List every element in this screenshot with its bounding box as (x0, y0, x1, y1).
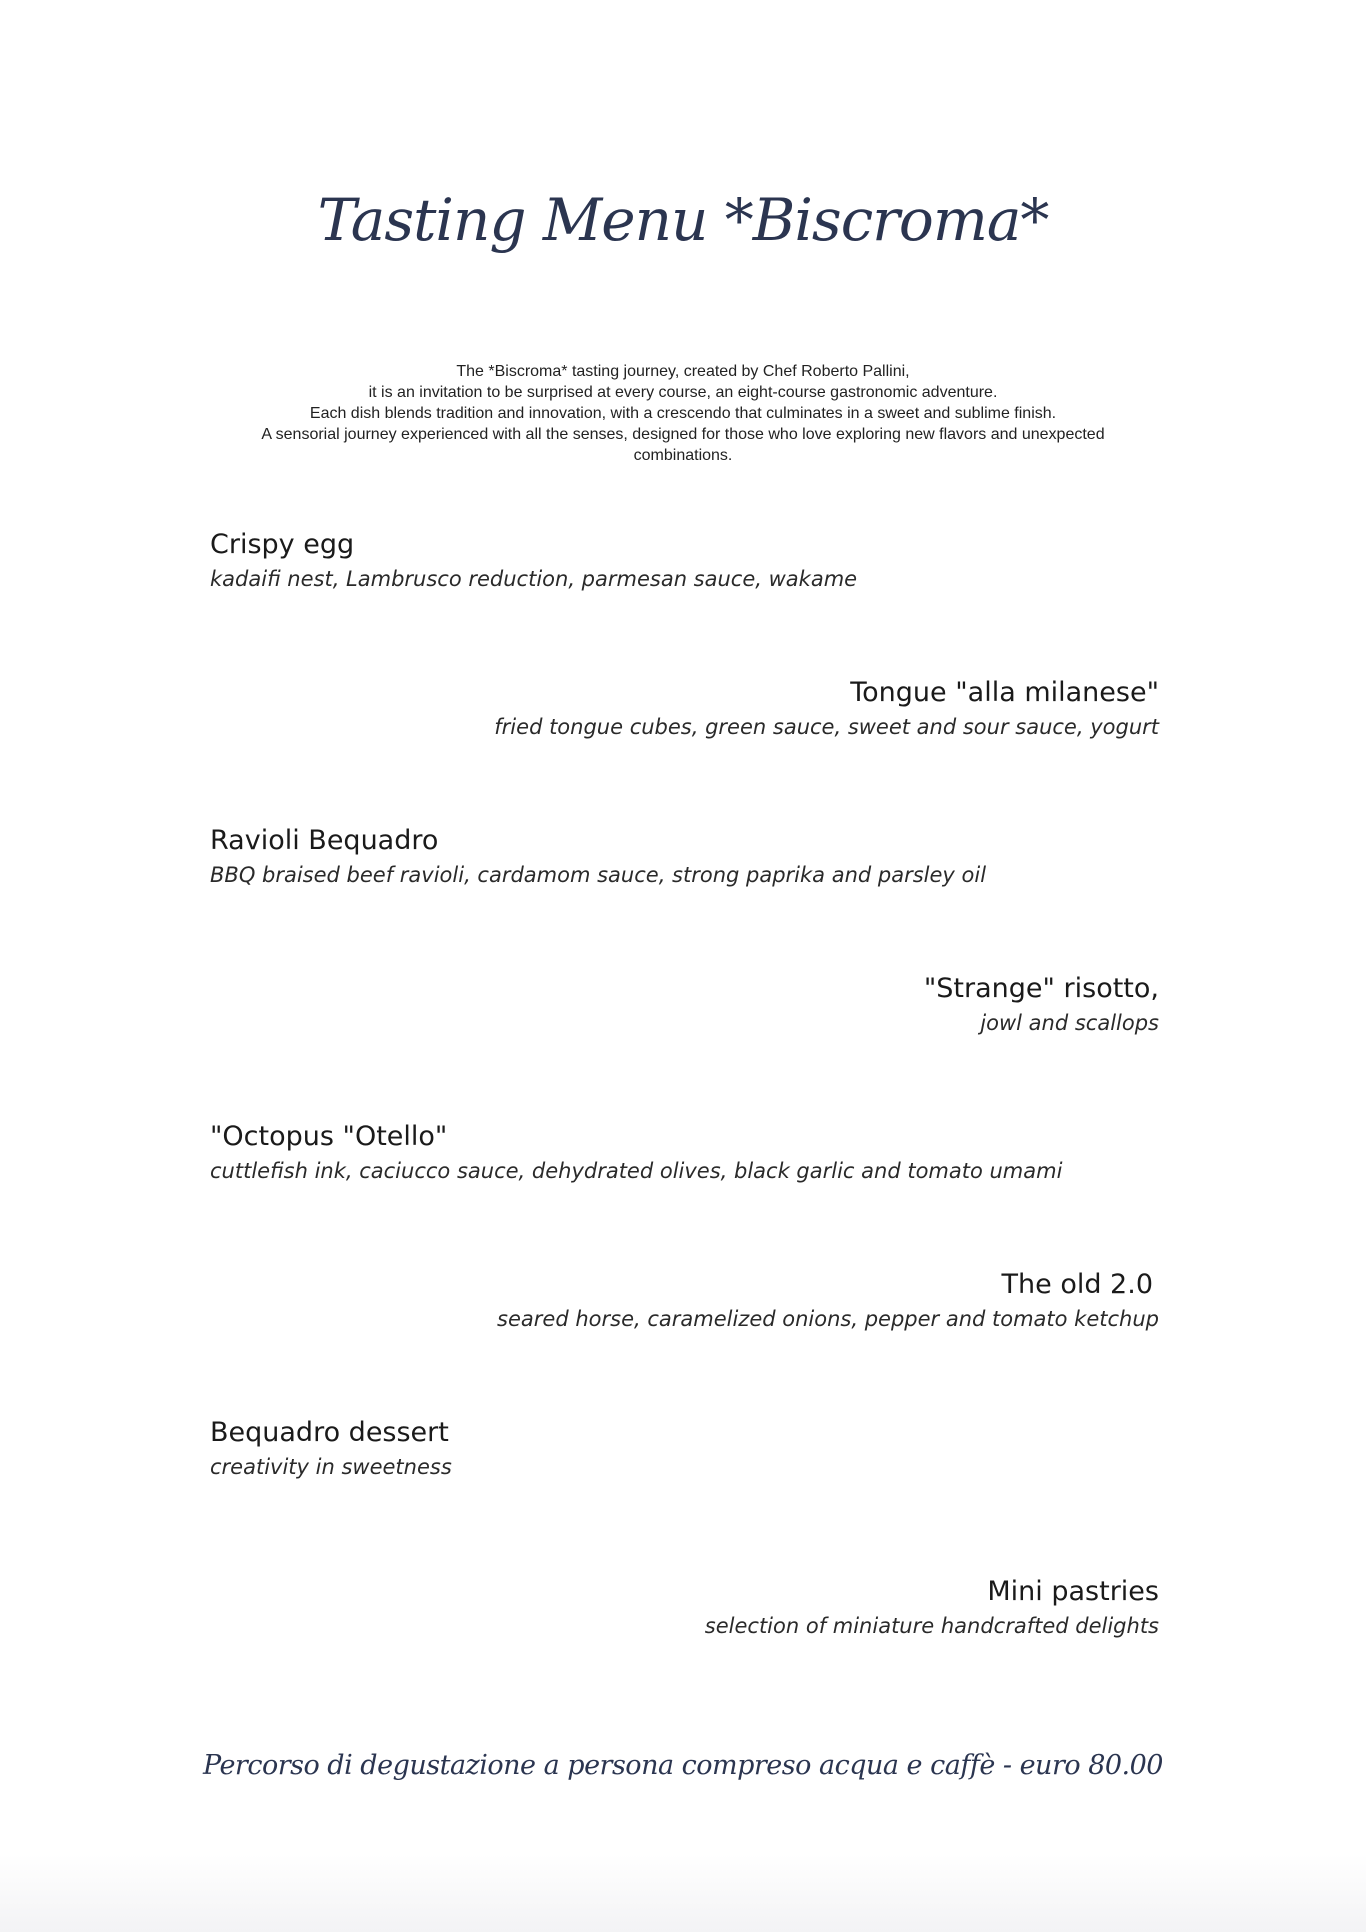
course-name: Ravioli Bequadro (210, 825, 439, 856)
course-name: The old 2.0 (1001, 1269, 1153, 1300)
course-description: seared horse, caramelized onions, pepper and tomato ketchup (497, 1307, 1159, 1331)
course-dessert (210, 1416, 1160, 1484)
course-name: Tongue "alla milanese" (850, 677, 1159, 708)
course-name: Crispy egg (210, 529, 355, 560)
course-crispy-egg (210, 528, 1160, 596)
intro-line: combinations. (633, 447, 733, 464)
intro-line: it is an invitation to be surprised at every course, an eight-course gastronomic adventure. (368, 384, 998, 401)
menu-intro (200, 361, 1166, 466)
course-description: kadaifi nest, Lambrusco reduction, parmesan sauce, wakame (210, 567, 858, 591)
intro-line: A sensorial journey experienced with all the senses, designed for those who love exploring new flavors and unexpected (261, 426, 1105, 443)
intro-line: Each dish blends tradition and innovation, with a crescendo that culminates in a sweet and sublime finish. (309, 405, 1057, 422)
course-description: creativity in sweetness (210, 1455, 452, 1479)
course-name: Mini pastries (987, 1576, 1159, 1607)
course-name: Bequadro dessert (210, 1417, 449, 1448)
course-old (209, 1268, 1159, 1336)
course-description: BBQ braised beef ravioli, cardamom sauce, strong paprika and parsley oil (210, 863, 987, 887)
course-name: "Octopus "Otello" (210, 1121, 448, 1152)
course-description: fried tongue cubes, green sauce, sweet and sour sauce, yogurt (494, 715, 1159, 739)
course-description: selection of miniature handcrafted delights (704, 1614, 1159, 1638)
menu-title: Tasting Menu *Biscroma* (317, 186, 1049, 254)
course-risotto (209, 972, 1159, 1040)
course-description: jowl and scallops (980, 1011, 1159, 1035)
course-description: cuttlefish ink, caciucco sauce, dehydrated olives, black garlic and tomato umami (210, 1159, 1063, 1183)
course-pastries (209, 1575, 1159, 1643)
course-tongue (209, 676, 1159, 744)
intro-line: The *Biscroma* tasting journey, created by Chef Roberto Pallini, (456, 363, 910, 380)
course-octopus (210, 1120, 1160, 1188)
course-name: "Strange" risotto, (923, 973, 1159, 1004)
course-ravioli (210, 824, 1160, 892)
price-footer: Percorso di degustazione a persona compreso acqua e caffè - euro 80.00 (202, 1750, 1163, 1781)
